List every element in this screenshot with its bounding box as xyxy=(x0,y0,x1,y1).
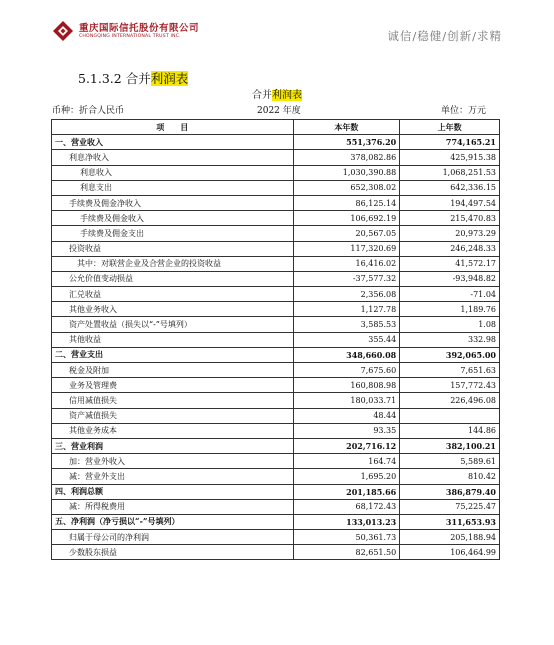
row-label: 少数股东损益 xyxy=(52,545,294,560)
current-year-value: 16,416.02 xyxy=(293,256,400,271)
previous-year-value: 1,189.76 xyxy=(400,302,500,317)
table-row xyxy=(52,226,500,241)
current-year-value: 93.35 xyxy=(293,423,400,438)
column-header-item: 项 目 xyxy=(52,120,294,135)
previous-year-value: 215,470.83 xyxy=(400,211,500,226)
table-title xyxy=(0,86,554,101)
table-row xyxy=(52,180,500,195)
row-label: 三、营业利润 xyxy=(52,438,294,453)
row-label: 手续费及佣金净收入 xyxy=(52,195,294,210)
table-row xyxy=(52,499,500,514)
table-row xyxy=(52,484,500,499)
table-title-highlight: 利润表 xyxy=(272,90,302,101)
row-label: 利息支出 xyxy=(52,180,294,195)
previous-year-value: 642,336.15 xyxy=(400,180,500,195)
previous-year-value: 392,065.00 xyxy=(400,347,500,362)
table-row xyxy=(52,271,500,286)
row-label: 减：所得税费用 xyxy=(52,499,294,514)
row-label: 利息收入 xyxy=(52,165,294,180)
page-header xyxy=(0,0,554,50)
current-year-value: 355.44 xyxy=(293,332,400,347)
table-row xyxy=(52,347,500,362)
current-year-value: 378,082.86 xyxy=(293,150,400,165)
previous-year-value: 5,589.61 xyxy=(400,454,500,469)
previous-year-value: 106,464.99 xyxy=(400,545,500,560)
current-year-value: 82,651.50 xyxy=(293,545,400,560)
previous-year-value: 810.42 xyxy=(400,469,500,484)
row-label: 资产处置收益（损失以“-”号填列） xyxy=(52,317,294,332)
section-title xyxy=(78,69,188,87)
previous-year-value: 75,225.47 xyxy=(400,499,500,514)
previous-year-value: 425,915.38 xyxy=(400,150,500,165)
row-label: 业务及管理费 xyxy=(52,378,294,393)
row-label: 信用减值损失 xyxy=(52,393,294,408)
column-header-current-year: 本年数 xyxy=(293,120,400,135)
unit-label: 单位：万元 xyxy=(440,106,486,116)
previous-year-value: 332.98 xyxy=(400,332,500,347)
table-row xyxy=(52,438,500,453)
row-label: 利息净收入 xyxy=(52,150,294,165)
column-header-previous-year: 上年数 xyxy=(400,120,500,135)
table-header-row xyxy=(52,120,500,135)
previous-year-value: -93,948.82 xyxy=(400,271,500,286)
table-row xyxy=(52,195,500,210)
previous-year-value: 7,651.63 xyxy=(400,363,500,378)
previous-year-value: 386,879.40 xyxy=(400,484,500,499)
current-year-value: 164.74 xyxy=(293,454,400,469)
table-row xyxy=(52,211,500,226)
table-row xyxy=(52,150,500,165)
current-year-value: 2,356.08 xyxy=(293,287,400,302)
current-year-value: 180,033.71 xyxy=(293,393,400,408)
table-row xyxy=(52,393,500,408)
table-row xyxy=(52,423,500,438)
row-label: 手续费及佣金收入 xyxy=(52,211,294,226)
current-year-value: 133,013.23 xyxy=(293,514,400,529)
table-row xyxy=(52,514,500,529)
row-label: 二、营业支出 xyxy=(52,347,294,362)
current-year-value: 68,172.43 xyxy=(293,499,400,514)
current-year-value: 160,808.98 xyxy=(293,378,400,393)
row-label: 资产减值损失 xyxy=(52,408,294,423)
current-year-value: -37,577.32 xyxy=(293,271,400,286)
row-label: 其他业务收入 xyxy=(52,302,294,317)
row-label: 其他业务成本 xyxy=(52,423,294,438)
row-label: 归属于母公司的净利润 xyxy=(52,530,294,545)
current-year-value: 50,361.73 xyxy=(293,530,400,545)
previous-year-value: 205,188.94 xyxy=(400,530,500,545)
table-title-prefix: 合并 xyxy=(252,90,272,101)
previous-year-value: 20,973.29 xyxy=(400,226,500,241)
table-row xyxy=(52,287,500,302)
current-year-value: 202,716.12 xyxy=(293,438,400,453)
company-name: 重庆国际信托股份有限公司 xyxy=(79,23,200,34)
previous-year-value: 246,248.33 xyxy=(400,241,500,256)
row-label: 五、净利润（净亏损以“-”号填列） xyxy=(52,514,294,529)
row-label: 其中：对联营企业及合营企业的投资收益 xyxy=(52,256,294,271)
previous-year-value: 194,497.54 xyxy=(400,195,500,210)
previous-year-value: 226,496.08 xyxy=(400,393,500,408)
previous-year-value: 311,653.93 xyxy=(400,514,500,529)
previous-year-value: 774,165.21 xyxy=(400,135,500,150)
current-year-value: 48.44 xyxy=(293,408,400,423)
current-year-value: 20,567.05 xyxy=(293,226,400,241)
table-row xyxy=(52,256,500,271)
current-year-value: 652,308.02 xyxy=(293,180,400,195)
previous-year-value: 1.08 xyxy=(400,317,500,332)
table-row xyxy=(52,135,500,150)
income-statement-table xyxy=(51,119,500,560)
previous-year-value: -71.04 xyxy=(400,287,500,302)
company-motto: 诚信/稳健/创新/求精 xyxy=(387,29,502,43)
table-row xyxy=(52,530,500,545)
table-row xyxy=(52,363,500,378)
row-label: 减：营业外支出 xyxy=(52,469,294,484)
current-year-value: 348,660.08 xyxy=(293,347,400,362)
previous-year-value: 41,572.17 xyxy=(400,256,500,271)
company-logo-icon xyxy=(52,20,74,42)
row-label: 四、利润总额 xyxy=(52,484,294,499)
current-year-value: 201,185.66 xyxy=(293,484,400,499)
row-label: 其他收益 xyxy=(52,332,294,347)
table-row xyxy=(52,165,500,180)
company-name-english: CHONGQING INTERNATIONAL TRUST INC. xyxy=(79,34,181,39)
row-label: 一、营业收入 xyxy=(52,135,294,150)
current-year-value: 7,675.60 xyxy=(293,363,400,378)
current-year-value: 106,692.19 xyxy=(293,211,400,226)
table-row xyxy=(52,378,500,393)
section-title-prefix: 5.1.3.2 合并 xyxy=(78,71,151,86)
table-row xyxy=(52,332,500,347)
table-row xyxy=(52,302,500,317)
previous-year-value: 382,100.21 xyxy=(400,438,500,453)
row-label: 手续费及佣金支出 xyxy=(52,226,294,241)
row-label: 投资收益 xyxy=(52,241,294,256)
current-year-value: 86,125.14 xyxy=(293,195,400,210)
previous-year-value: 1,068,251.53 xyxy=(400,165,500,180)
table-row xyxy=(52,317,500,332)
table-row xyxy=(52,469,500,484)
current-year-value: 1,695.20 xyxy=(293,469,400,484)
previous-year-value xyxy=(400,408,500,423)
current-year-value: 117,320.69 xyxy=(293,241,400,256)
table-row xyxy=(52,454,500,469)
row-label: 公允价值变动损益 xyxy=(52,271,294,286)
section-title-highlight: 利润表 xyxy=(150,71,189,86)
previous-year-value: 144.86 xyxy=(400,423,500,438)
currency-label: 币种：折合人民币 xyxy=(52,106,125,116)
current-year-value: 3,585.53 xyxy=(293,317,400,332)
previous-year-value: 157,772.43 xyxy=(400,378,500,393)
current-year-value: 1,127.78 xyxy=(293,302,400,317)
current-year-value: 1,030,390.88 xyxy=(293,165,400,180)
row-label: 税金及附加 xyxy=(52,363,294,378)
current-year-value: 551,376.20 xyxy=(293,135,400,150)
year-label: 2022 年度 xyxy=(257,106,301,116)
row-label: 加：营业外收入 xyxy=(52,454,294,469)
table-row xyxy=(52,241,500,256)
row-label: 汇兑收益 xyxy=(52,287,294,302)
table-row xyxy=(52,408,500,423)
table-row xyxy=(52,545,500,560)
